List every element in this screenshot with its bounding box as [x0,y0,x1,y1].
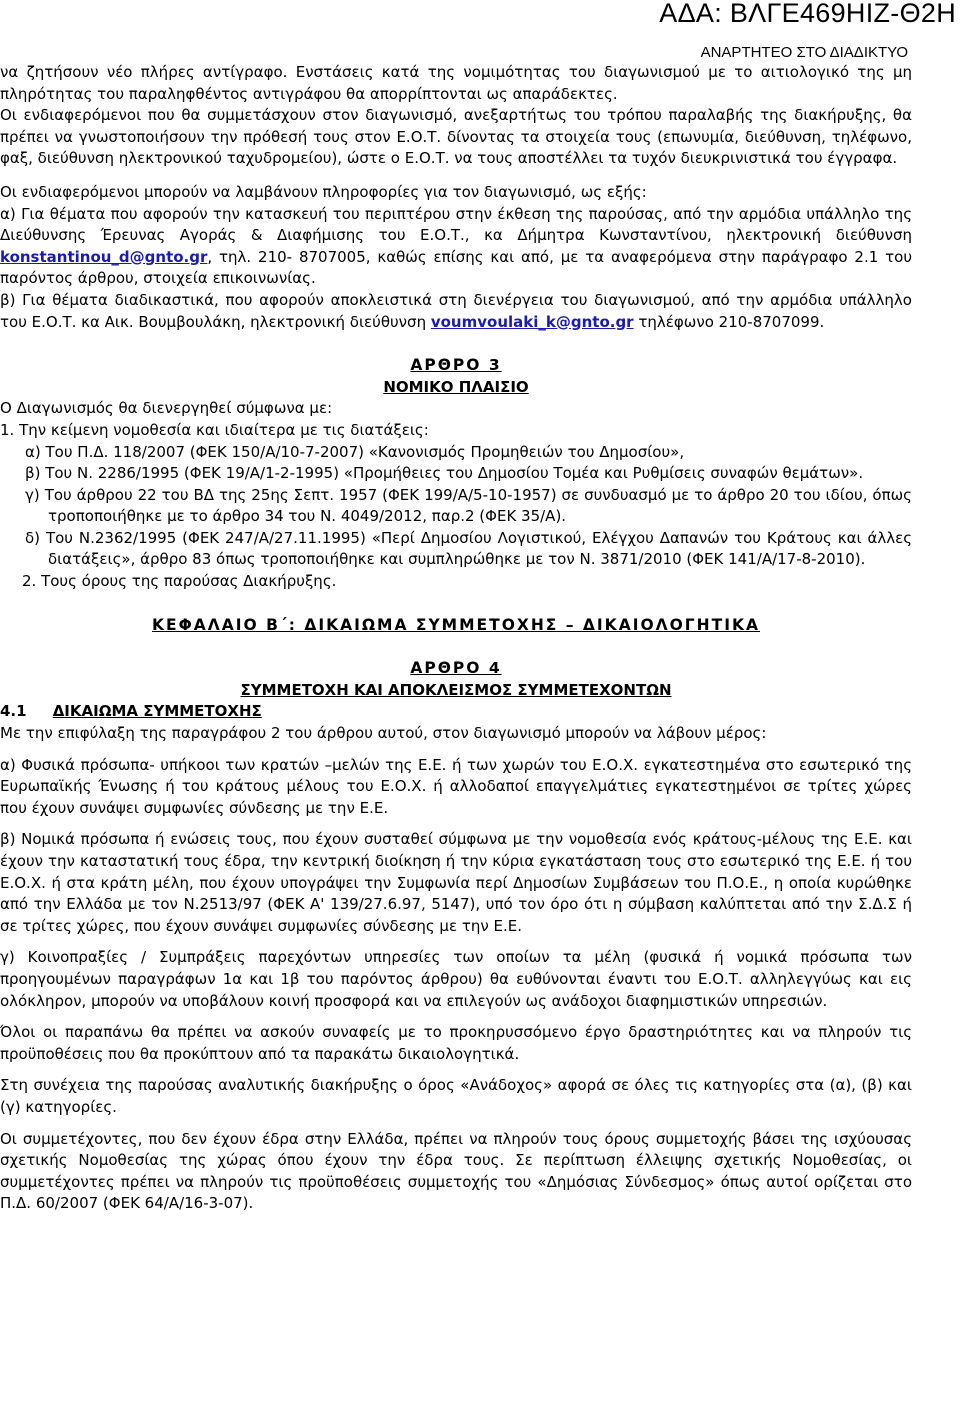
paragraph-contact-a: α) Για θέματα που αφορούν την κατασκευή του περιπτέρου στην έκθεση της παρούσας, από την αρμόδια υπάλληλο της Διεύθυνσης Έρευνας Αγοράς & Διαφήμισης του Ε.Ο.Τ., κα Δήμητρα Κωνσταντίνου, ηλεκτρονική διεύθυνση konstantinou_d@gnto.gr, τηλ. 210- 8707005, καθώς επίσης και από, με τα αναφερόμενα στην παράγραφο 2.1 του παρόντος άρθρου, στοιχεία επικοινωνίας. [0,204,912,288]
legal-item-d: δ) Του Ν.2362/1995 (ΦΕΚ 247/Α/27.11.1995) «Περί Δημοσίου Λογιστικού, Ελέγχου Δαπανών του Κράτους και άλλες διατάξεις», άρθρο 83 όπως τροποποιήθηκε και συμπληρώθηκε με τον Ν. 3871/2010 (ΦΕΚ 141/Α/17-8-2010). [25,528,912,569]
paragraph-notify-intent: Οι ενδιαφερόμενοι που θα συμμετάσχουν στον διαγωνισμό, ανεξαρτήτως του τρόπου παραλαβής της διακήρυξης, θα πρέπει να γνωστοποιήσουν την πρόθεσή τους στον Ε.Ο.Τ. δίνοντας τα στοιχεία τους (επωνυμία, διεύθυνση, τηλέφωνο, φαξ, διεύθυνση ηλεκτρονικού ταχυδρομείου), ώστε ο Ε.Ο.Τ. να τους αποστέλλει τα τυχόν διευκρινιστικά του έγγραφα. [0,106,912,168]
participation-foreign: Οι συμμετέχοντες, που δεν έχουν έδρα στην Ελλάδα, πρέπει να πληρούν τους όρους συμμετοχής βάσει της ισχύουσας σχετικής Νομοθεσίας της χώρας όπου έχουν την έδρα τους. Σε περίπτωση έλλειψης σχετικής Νομοθεσίας, οι συμμετέχοντες πρέπει να πληρούν τις προϋποθέσεις συμμετοχής του «Δημόσιας Σύνδεσμος» όπως αυτοί ορίζεται στο Π.Δ. 60/2007 (ΦΕΚ 64/Α/16-3-07). [0,1129,912,1213]
legal-item-1: 1. Την κείμενη νομοθεσία και ιδιαίτερα με τις διατάξεις: [0,420,429,439]
participation-b: β) Νομικά πρόσωπα ή ενώσεις τους, που έχουν συσταθεί σύμφωνα με την νομοθεσία ενός κράτους-μέλους της Ε.Ε. και έχουν την καταστατική τους έδρα, την κεντρική διοίκηση ή την κύρια εγκατάσταση τους στο εσωτερικό της Ε.Ε. ή του Ε.Ο.Χ. ή στα κράτη μέλη, που έχουν υπογράψει την Συμφωνία περί Δημοσίων Συμβάσεων του Π.Ο.Ε., η οποία κυρώθηκε από την Ελλάδα με τον Ν.2513/97 (ΦΕΚ Α' 139/27.6.97, 5147), υπό τον όρο ότι η σύμβαση καλύπτεται από την Σ.Δ.Σ ή σε τρίτες χώρες, που έχουν συνάψει συμφωνίες σύνδεσης με την Ε.Ε. [0,830,912,935]
posted-label: ΑΝΑΡΤΗΤΕΟ ΣΤΟ ΔΙΑΔΙΚΤΥΟ [700,44,908,61]
article-4-title: ΑΡΘΡΟ 4 [410,659,502,678]
chapter-b-title: ΚΕΦΑΛΑΙΟ Β΄: ΔΙΚΑΙΩΜΑ ΣΥΜΜΕΤΟΧΗΣ – ΔΙΚΑΙΟΛΟΓΗΤΙΚΑ [151,615,761,634]
email-link-voumvoulaki[interactable]: voumvoulaki_k@gnto.gr [430,312,634,331]
article-3-subtitle: ΝΟΜΙΚΟ ΠΛΑΙΣΙΟ [383,377,529,396]
legal-item-2: 2. Τους όρους της παρούσας Διακήρυξης. [22,572,337,591]
legal-item-c: γ) Του άρθρου 22 του ΒΔ της 25ης Σεπτ. 1957 (ΦΕΚ 199/Α/5-10-1957) σε συνδυασμό με το άρθρο 20 του ιδίου, όπως τροποποιήθηκε με το άρθρο 34 του Ν. 4049/2012, παρ.2 (ΦΕΚ 35/Α). [25,485,912,526]
participation-intro: Με την επιφύλαξη της παραγράφου 2 του άρθρου αυτού, στον διαγωνισμό μπορούν να λάβουν μέρος: [0,724,767,743]
legal-intro: Ο Διαγωνισμός θα διενεργηθεί σύμφωνα με: [0,399,333,418]
document-body [0,62,912,1215]
section-4-1-heading: 4.1 ΔΙΚΑΙΩΜΑ ΣΥΜΜΕΤΟΧΗΣ [0,702,262,721]
article-3-title: ΑΡΘΡΟ 3 [410,356,502,375]
email-link-konstantinou[interactable]: konstantinou_d@gnto.gr [0,247,208,266]
legal-item-b: β) Του Ν. 2286/1995 (ΦΕΚ 19/Α/1-2-1995) «Προμήθειες του Δημοσίου Τομέα και Ρυθμίσεις συναφών θεμάτων». [25,464,864,483]
participation-a: α) Φυσικά πρόσωπα- υπήκοοι των κρατών –μελών της Ε.Ε. ή των χωρών του Ε.Ο.Χ. εγκατεστημένα στο εσωτερικό της Ευρωπαϊκής Ένωσης ή του κράτους μέλους του Ε.Ο.Χ. ή αλλοδαποί επαγγελμάτιες εγκατεστημένοι σε τρίτες χώρες που έχουν συνάψει συμφωνίες σύνδεσης με την Ε.Ε. [0,755,912,817]
article-4-subtitle: ΣΥΜΜΕΤΟΧΗ ΚΑΙ ΑΠΟΚΛΕΙΣΜΟΣ ΣΥΜΜΕΤΕΧΟΝΤΩΝ [240,680,672,699]
participation-c: γ) Κοινοπραξίες / Συμπράξεις παρεχόντων υπηρεσίες των οποίων τα μέλη (φυσικά ή νομικά πρόσωπα των προηγουμένων παραγράφων 1α και 1β του παρόντος άρθρου) θα ευθύνονται έναντι του Ε.Ο.Τ. αλληλεγγύως και εις ολόκληρον, μπορούν να υποβάλουν κοινή προσφορά και να επιλεγούν ως ανάδοχοι διαφημιστικών υπηρεσιών. [0,948,912,1010]
paragraph-copy-request: να ζητήσουν νέο πλήρες αντίγραφο. Ενστάσεις κατά της νομιμότητας του διαγωνισμού με το αιτιολογικό της μη πληρότητας του παραληφθέντος αντιγράφου θα απορρίπτονται ως απαράδεκτες. [0,63,912,103]
participation-contractor-term: Στη συνέχεια της παρούσας αναλυτικής διακήρυξης ο όρος «Ανάδοχος» αφορά σε όλες τις κατηγορίες στα (α), (β) και (γ) κατηγορίες. [0,1076,912,1116]
participation-requirements: Όλοι οι παραπάνω θα πρέπει να ασκούν συναφείς με το προκηρυσσόμενο έργο δραστηριότητες και να πληρούν τις προϋποθέσεις που θα προκύπτουν από τα παρακάτω δικαιολογητικά. [0,1023,912,1063]
legal-item-a: α) Του Π.Δ. 118/2007 (ΦΕΚ 150/Α/10-7-2007) «Κανονισμός Προμηθειών του Δημοσίου», [25,442,685,461]
paragraph-contact-b: β) Για θέματα διαδικαστικά, που αφορούν αποκλειστικά στη διενέργεια του διαγωνισμού, από την αρμόδια υπάλληλο του Ε.Ο.Τ. κα Αικ. Βουμβουλάκη, ηλεκτρονική διεύθυνση voumvoulaki_k@gnto.gr τηλέφωνο 210-8707099. [0,290,912,331]
paragraph-info-intro: Οι ενδιαφερόμενοι μπορούν να λαμβάνουν πληροφορίες για τον διαγωνισμό, ως εξής: [0,182,647,201]
ada-code: ΑΔΑ: ΒΛΓΕ469ΗΙΖ-Θ2Η [659,0,956,28]
